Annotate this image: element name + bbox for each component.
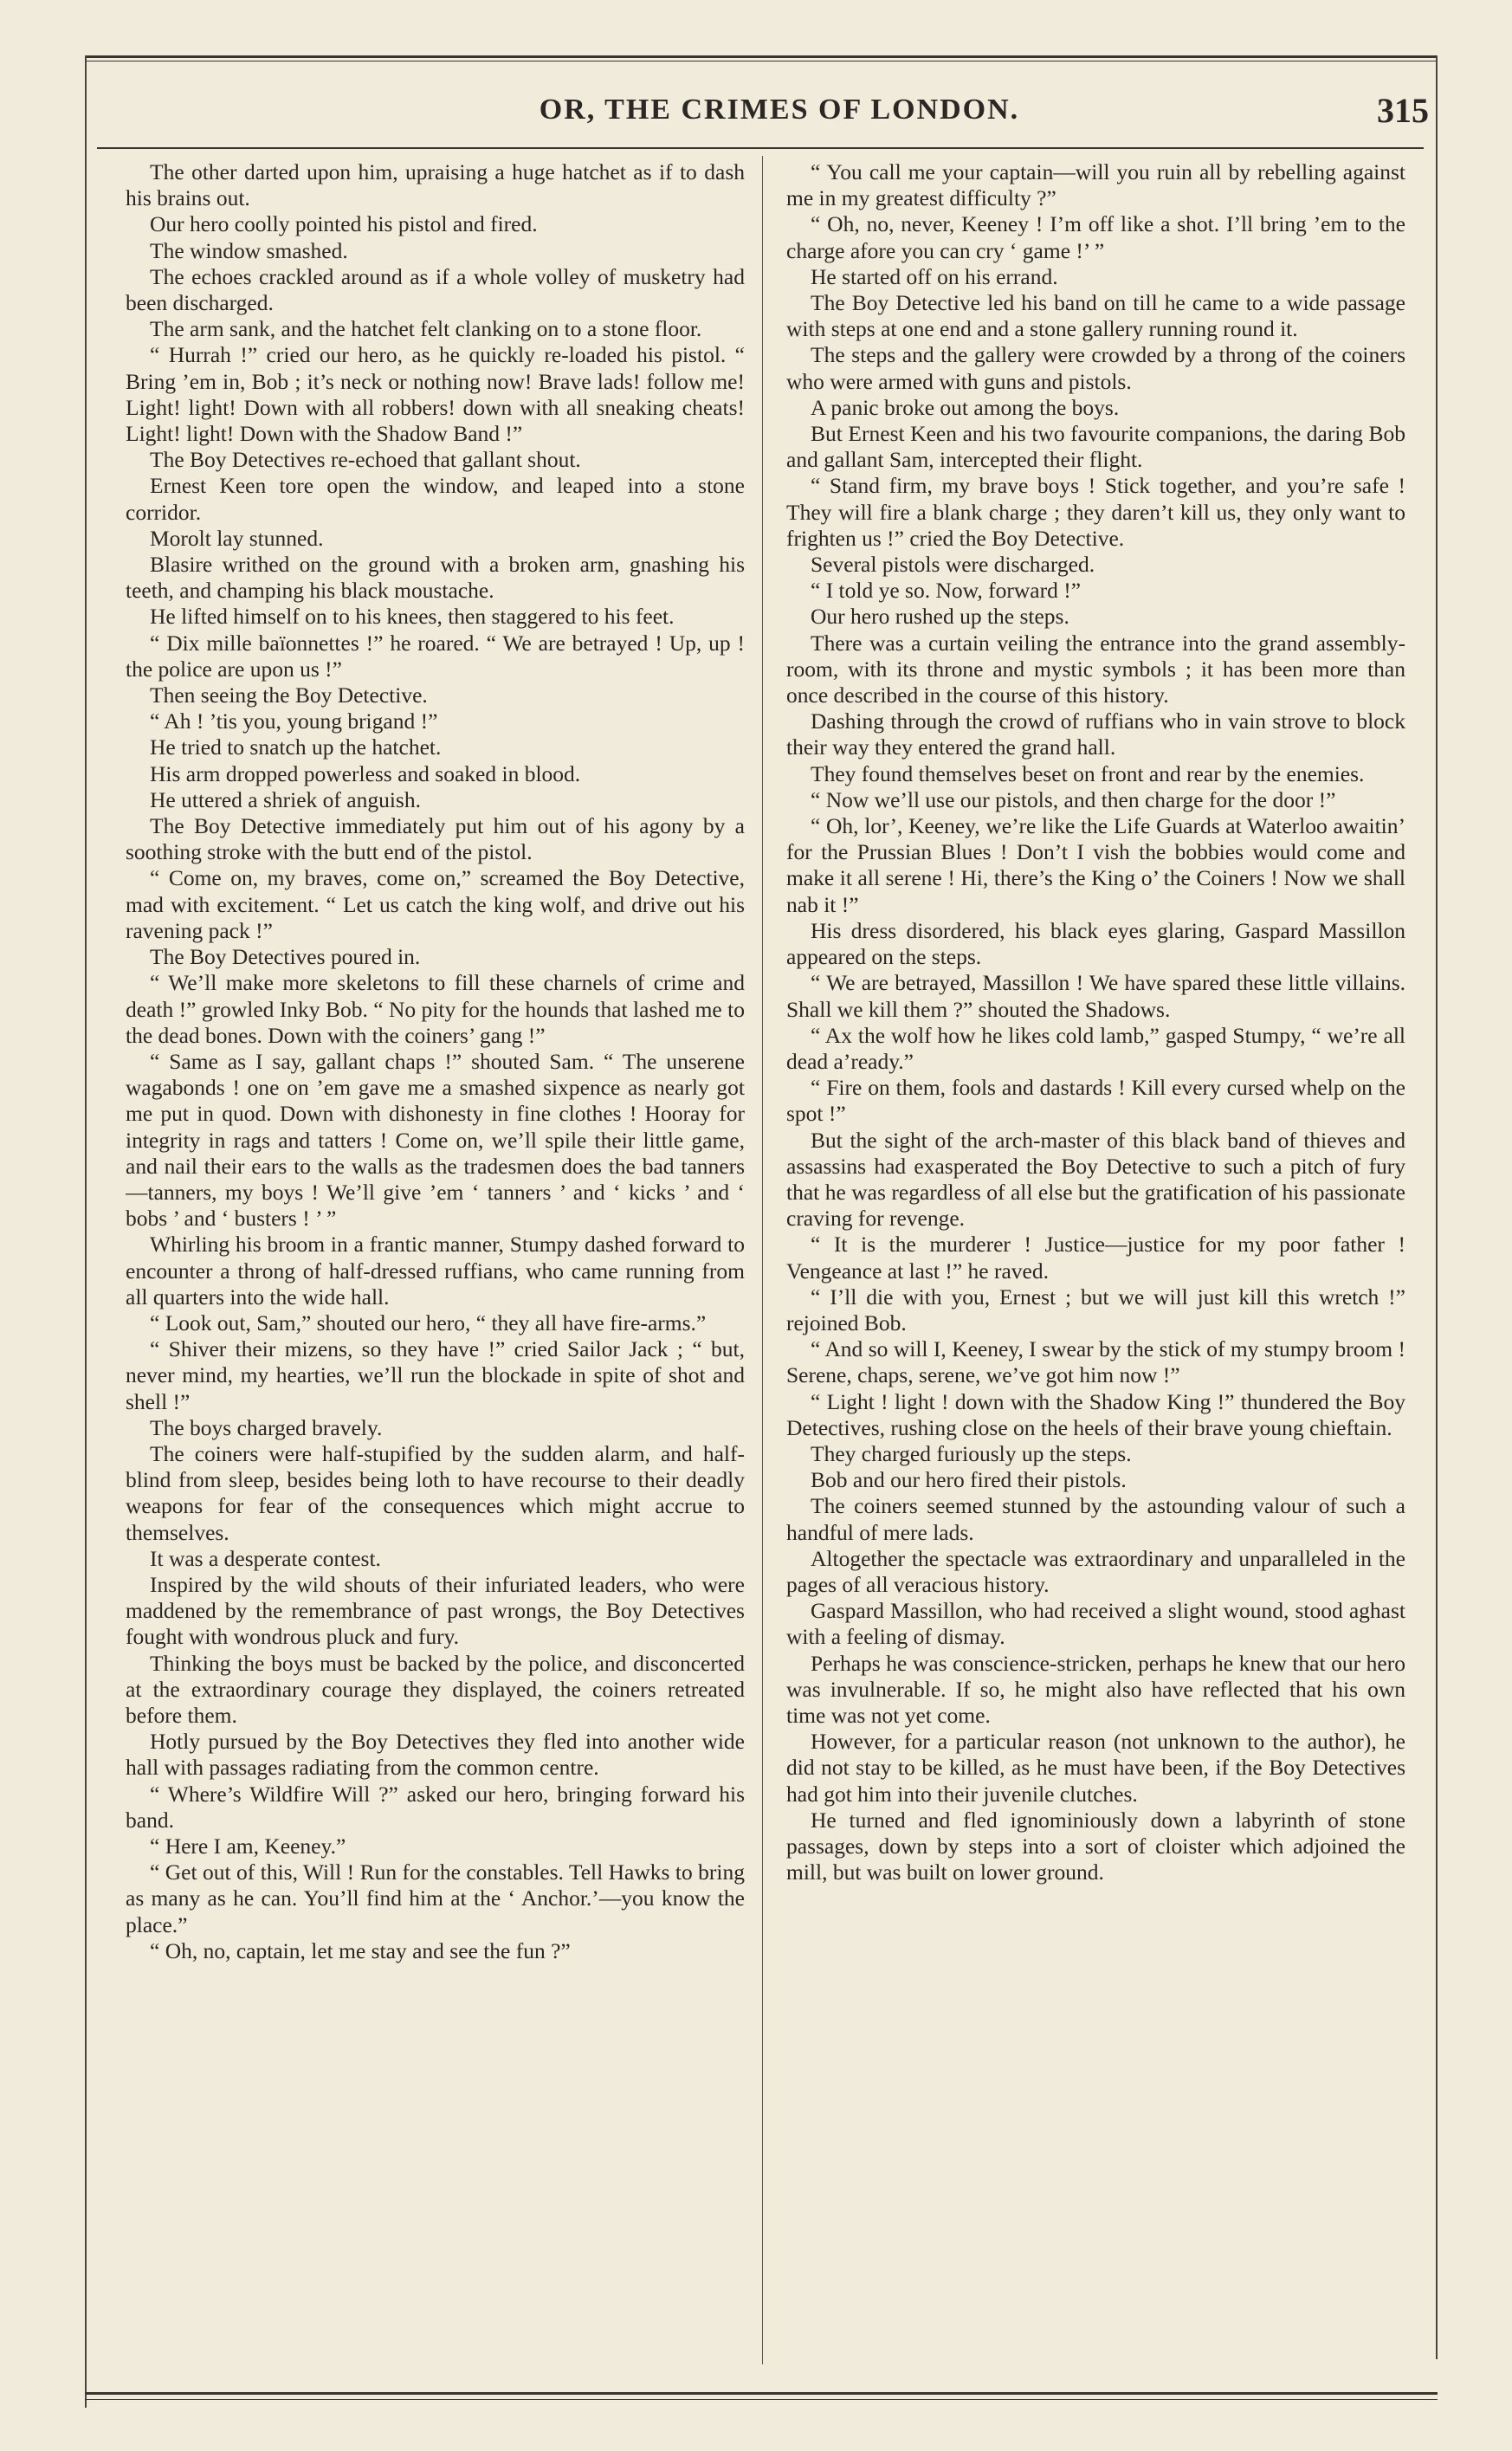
- paragraph: Bob and our hero fired their pistols.: [811, 1467, 1127, 1493]
- paragraph: “ Dix mille baïonnettes !” he roared. “ We are betrayed ! Up, up ! the police are upon us !”: [126, 630, 745, 682]
- paragraph: Whirling his broom in a frantic manner, Stumpy dashed forward to encounter a throng of half-dressed ruffians, who came running from all quarters into the wide hall.: [126, 1232, 745, 1310]
- paragraph: The coiners seemed stunned by the astounding valour of such a handful of mere lads.: [786, 1493, 1405, 1545]
- paragraph: He uttered a shriek of anguish.: [150, 786, 421, 812]
- paragraph: Blasire writhed on the ground with a broken arm, gnashing his teeth, and champing his black moustache.: [126, 552, 745, 604]
- paragraph: “ Where’s Wildfire Will ?” asked our hero, bringing forward his band.: [126, 1781, 745, 1833]
- paragraph: Gaspard Massillon, who had received a slight wound, stood aghast with a feeling of dismay.: [786, 1598, 1405, 1650]
- paragraph: His dress disordered, his black eyes glaring, Gaspard Massillon appeared on the steps.: [786, 917, 1405, 970]
- paragraph: It was a desperate contest.: [150, 1545, 381, 1571]
- paragraph: A panic broke out among the boys.: [811, 394, 1120, 420]
- page-border-bottom: [85, 2392, 1438, 2395]
- paragraph: Morolt lay stunned.: [150, 525, 324, 551]
- paragraph: Altogether the spectacle was extraordinary and unparalleled in the pages of all veracious history.: [786, 1545, 1405, 1597]
- paragraph: “ I told ye so. Now, forward !”: [811, 578, 1082, 604]
- paragraph: The window smashed.: [150, 237, 348, 263]
- paragraph: The Boy Detectives poured in.: [150, 944, 421, 970]
- paragraph: He tried to snatch up the hatchet.: [150, 734, 442, 760]
- page-border-left: [85, 55, 87, 2408]
- paragraph: “ Fire on them, fools and dastards ! Kill every cursed whelp on the spot !”: [786, 1075, 1405, 1127]
- paragraph: His arm dropped powerless and soaked in blood.: [150, 760, 581, 786]
- header-rule: [97, 147, 1424, 149]
- column-divider: [762, 156, 763, 2364]
- paragraph: “ We’ll make more skeletons to fill these charnels of crime and death !” growled Inky Bob. “ No pity for the hounds that lashed me to the dead bones. Down with the coiners’ gang !”: [126, 970, 745, 1048]
- paragraph: The boys charged bravely.: [150, 1414, 383, 1440]
- paragraph: “ Ah ! ’tis you, young brigand !”: [150, 708, 438, 734]
- paragraph: “ You call me your captain—will you ruin all by rebelling against me in my greatest difficulty ?”: [786, 159, 1405, 211]
- running-title: OR, THE CRIMES OF LONDON.: [539, 94, 1020, 126]
- paragraph: The arm sank, and the hatchet felt clanking on to a stone floor.: [150, 316, 702, 342]
- paragraph: “ And so will I, Keeney, I swear by the stick of my stumpy broom ! Serene, chaps, serene, we’ve got him now !”: [786, 1336, 1405, 1388]
- paragraph: “ Now we’ll use our pistols, and then charge for the door !”: [811, 786, 1336, 812]
- paragraph: There was a curtain veiling the entrance into the grand assembly-room, with its throne and mystic symbols ; it has been more than once described in the course of this history.: [786, 630, 1405, 708]
- paragraph: “ Oh, no, captain, let me stay and see the fun ?”: [150, 1937, 571, 1963]
- paragraph: “ I’ll die with you, Ernest ; but we will just kill this wretch !” rejoined Bob.: [786, 1284, 1405, 1335]
- page-number: 315: [1377, 91, 1429, 130]
- paragraph: They charged furiously up the steps.: [811, 1440, 1132, 1466]
- paragraph: “ Oh, no, never, Keeney ! I’m off like a shot. I’ll bring ’em to the charge afore you can cry ‘ game !’ ”: [786, 211, 1405, 263]
- page-border-bottom-inner: [85, 2399, 1438, 2400]
- paragraph: The Boy Detective immediately put him out of his agony by a soothing stroke with the butt end of the pistol.: [126, 813, 745, 865]
- paragraph: The Boy Detectives re-echoed that gallant shout.: [150, 447, 581, 473]
- paragraph: “ Here I am, Keeney.”: [150, 1833, 346, 1859]
- paragraph: “ Same as I say, gallant chaps !” shouted Sam. “ The unserene wagabonds ! one on ’em gave me a smashed sixpence as nearly got me put in quod. Down with dishonesty in fine clothes ! Hooray for integrity in rags and tatters ! Come on, we’ll spile their little game, and nail their ears to the walls as the tradesmen does the bad tanners—tanners, my boys ! We’ll give ’em ‘ tanners ’ and ‘ kicks ’ and ‘ bobs ’ and ‘ busters ! ’ ”: [126, 1048, 745, 1232]
- paragraph: The coiners were half-stupified by the sudden alarm, and half-blind from sleep, besides being loth to have recourse to their deadly weapons for fear of the consequences which might accrue to themselves.: [126, 1440, 745, 1545]
- paragraph: “ Come on, my braves, come on,” screamed the Boy Detective, mad with excitement. “ Let us catch the king wolf, and drive out his ravening pack !”: [126, 865, 745, 943]
- paragraph: “ Shiver their mizens, so they have !” cried Sailor Jack ; “ but, never mind, my hearties, we’ll run the blockade in spite of shot and shell !”: [126, 1336, 745, 1414]
- page-border-right: [1436, 55, 1438, 2359]
- paragraph: Inspired by the wild shouts of their infuriated leaders, who were maddened by the remembrance of past wrongs, the Boy Detectives fought with wondrous pluck and fury.: [126, 1571, 745, 1650]
- paragraph: He turned and fled ignominiously down a labyrinth of stone passages, down by steps into a sort of cloister which adjoined the mill, but was built on lower ground.: [786, 1807, 1405, 1885]
- paragraph: Then seeing the Boy Detective.: [150, 682, 428, 708]
- paragraph: “ Oh, lor’, Keeney, we’re like the Life Guards at Waterloo awaitin’ for the Prussian Blues ! Don’t I vish the bobbies would come and make it all serene ! Hi, there’s the King o’ the Coiners ! Now we shall nab it !”: [786, 813, 1405, 917]
- paragraph: “ We are betrayed, Massillon ! We have spared these little villains. Shall we kill them ?” shouted the Shadows.: [786, 970, 1405, 1022]
- paragraph: But Ernest Keen and his two favourite companions, the daring Bob and gallant Sam, intercepted their flight.: [786, 421, 1405, 473]
- paragraph: Hotly pursued by the Boy Detectives they fled into another wide hall with passages radiating from the common centre.: [126, 1729, 745, 1781]
- paragraph: The steps and the gallery were crowded by a throng of the coiners who were armed with guns and pistols.: [786, 342, 1405, 394]
- paragraph: The echoes crackled around as if a whole volley of musketry had been discharged.: [126, 263, 745, 316]
- page-border-top: [85, 55, 1438, 58]
- paragraph: Ernest Keen tore open the window, and leaped into a stone corridor.: [126, 473, 745, 525]
- left-column: [126, 159, 745, 2351]
- paragraph: “ Light ! light ! down with the Shadow King !” thundered the Boy Detectives, rushing close on the heels of their brave young chieftain.: [786, 1388, 1405, 1440]
- paragraph: He lifted himself on to his knees, then staggered to his feet.: [150, 604, 675, 630]
- paragraph: Perhaps he was conscience-stricken, perhaps he knew that our hero was invulnerable. If so, he might also have reflected that his own time was not yet come.: [786, 1650, 1405, 1728]
- paragraph: “ Get out of this, Will ! Run for the constables. Tell Hawks to bring as many as he can. You’ll find him at the ‘ Anchor.’—you know the place.”: [126, 1859, 745, 1937]
- paragraph: Our hero rushed up the steps.: [811, 604, 1069, 630]
- paragraph: “ It is the murderer ! Justice—justice for my poor father ! Vengeance at last !” he raved.: [786, 1232, 1405, 1284]
- paragraph: He started off on his errand.: [811, 263, 1058, 289]
- paragraph: The other darted upon him, upraising a huge hatchet as if to dash his brains out.: [126, 159, 745, 211]
- paragraph: “ Look out, Sam,” shouted our hero, “ they all have fire-arms.”: [150, 1310, 707, 1335]
- paragraph: But the sight of the arch-master of this black band of thieves and assassins had exasperated the Boy Detective to such a pitch of fury that he was regardless of all else but the gratification of his passionate craving for revenge.: [786, 1127, 1405, 1232]
- paragraph: “ Stand firm, my brave boys ! Stick together, and you’re safe ! They will fire a blank charge ; they daren’t kill us, they only want to frighten us !” cried the Boy Detective.: [786, 473, 1405, 551]
- paragraph: “ Ax the wolf how he likes cold lamb,” gasped Stumpy, “ we’re all dead a’ready.”: [786, 1022, 1405, 1074]
- right-column: [786, 159, 1405, 2351]
- paragraph: Our hero coolly pointed his pistol and fired.: [150, 211, 538, 237]
- paragraph: The Boy Detective led his band on till he came to a wide passage with steps at one end and a stone gallery running round it.: [786, 290, 1405, 342]
- paragraph: They found themselves beset on front and rear by the enemies.: [811, 760, 1365, 786]
- paragraph: Thinking the boys must be backed by the police, and disconcerted at the extraordinary courage they displayed, the coiners retreated before them.: [126, 1650, 745, 1728]
- paragraph: Several pistols were discharged.: [811, 552, 1095, 578]
- paragraph: Dashing through the crowd of ruffians who in vain strove to block their way they entered the grand hall.: [786, 708, 1405, 760]
- paragraph: However, for a particular reason (not unknown to the author), he did not stay to be killed, as he must have been, if the Boy Detectives had got him into their juvenile clutches.: [786, 1729, 1405, 1807]
- paragraph: “ Hurrah !” cried our hero, as he quickly re-loaded his pistol. “ Bring ’em in, Bob ; it’s neck or nothing now! Brave lads! follow me! Light! light! Down with all robbers! down with all sneaking cheats! Light! light! Down with the Shadow Band !”: [126, 342, 745, 447]
